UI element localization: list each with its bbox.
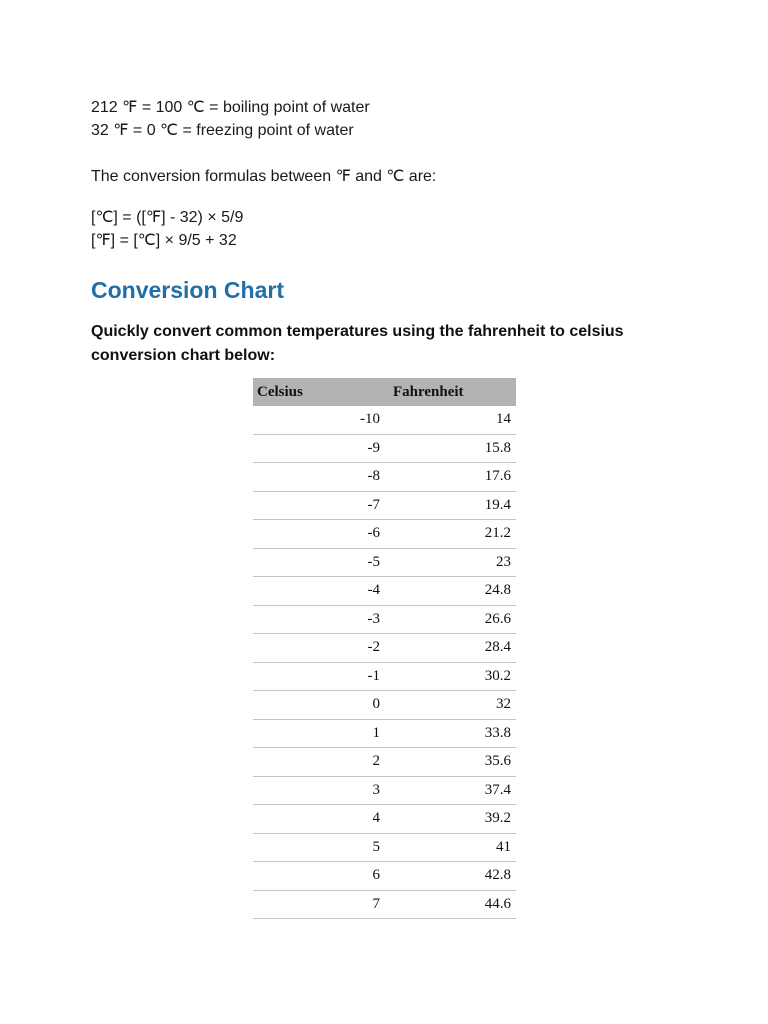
fahrenheit-cell: 35.6 <box>383 748 516 777</box>
fahrenheit-cell: 33.8 <box>383 719 516 748</box>
fahrenheit-cell: 41 <box>383 833 516 862</box>
section-heading: Conversion Chart <box>91 277 284 303</box>
table-row <box>253 748 516 777</box>
fahrenheit-cell: 15.8 <box>383 434 516 463</box>
table-row <box>253 805 516 834</box>
fahrenheit-cell: 28.4 <box>383 634 516 663</box>
celsius-cell: -5 <box>253 548 383 577</box>
fahrenheit-cell: 21.2 <box>383 520 516 549</box>
table-row <box>253 605 516 634</box>
celsius-cell: 4 <box>253 805 383 834</box>
header-fahrenheit: Fahrenheit <box>383 378 516 406</box>
freezing-point-line: 32 ℉ = 0 ℃ = freezing point of water <box>91 122 354 139</box>
boiling-point-line: 212 ℉ = 100 ℃ = boiling point of water <box>91 99 370 116</box>
section-lead: Quickly convert common temperatures using the fahrenheit to celsius conversion chart below: <box>91 323 624 364</box>
fahrenheit-cell: 44.6 <box>383 890 516 919</box>
celsius-cell: -4 <box>253 577 383 606</box>
table-header-row <box>253 378 516 406</box>
fahrenheit-cell: 30.2 <box>383 662 516 691</box>
table-row <box>253 833 516 862</box>
formula-fahrenheit: [℉] = [℃] × 9/5 + 32 <box>91 232 237 249</box>
celsius-cell: 6 <box>253 862 383 891</box>
fahrenheit-cell: 23 <box>383 548 516 577</box>
celsius-cell: -2 <box>253 634 383 663</box>
table-row <box>253 406 516 434</box>
fahrenheit-cell: 37.4 <box>383 776 516 805</box>
table-row <box>253 434 516 463</box>
celsius-cell: -8 <box>253 463 383 492</box>
table-row <box>253 691 516 720</box>
fahrenheit-cell: 42.8 <box>383 862 516 891</box>
table-row <box>253 862 516 891</box>
table-row <box>253 577 516 606</box>
celsius-cell: -7 <box>253 491 383 520</box>
table-body <box>253 406 516 919</box>
table-row <box>253 520 516 549</box>
table-row <box>253 719 516 748</box>
celsius-cell: 1 <box>253 719 383 748</box>
celsius-cell: -6 <box>253 520 383 549</box>
celsius-cell: 3 <box>253 776 383 805</box>
formula-celsius: [℃] = ([℉] - 32) × 5/9 <box>91 209 244 226</box>
celsius-cell: 2 <box>253 748 383 777</box>
article-content <box>91 96 711 368</box>
celsius-cell: 7 <box>253 890 383 919</box>
table-row <box>253 463 516 492</box>
celsius-cell: -10 <box>253 406 383 434</box>
celsius-cell: -9 <box>253 434 383 463</box>
table-row <box>253 776 516 805</box>
fahrenheit-cell: 32 <box>383 691 516 720</box>
table-row <box>253 548 516 577</box>
fahrenheit-cell: 24.8 <box>383 577 516 606</box>
celsius-cell: 5 <box>253 833 383 862</box>
table-row <box>253 662 516 691</box>
header-celsius: Celsius <box>253 378 383 406</box>
celsius-cell: -1 <box>253 662 383 691</box>
fahrenheit-cell: 26.6 <box>383 605 516 634</box>
fahrenheit-cell: 17.6 <box>383 463 516 492</box>
celsius-cell: 0 <box>253 691 383 720</box>
formulas-intro: The conversion formulas between ℉ and ℃ are: <box>91 168 437 185</box>
celsius-cell: -3 <box>253 605 383 634</box>
table-row <box>253 491 516 520</box>
fahrenheit-cell: 14 <box>383 406 516 434</box>
fahrenheit-cell: 19.4 <box>383 491 516 520</box>
conversion-table <box>253 378 516 919</box>
fahrenheit-cell: 39.2 <box>383 805 516 834</box>
table-row <box>253 634 516 663</box>
table-row <box>253 890 516 919</box>
